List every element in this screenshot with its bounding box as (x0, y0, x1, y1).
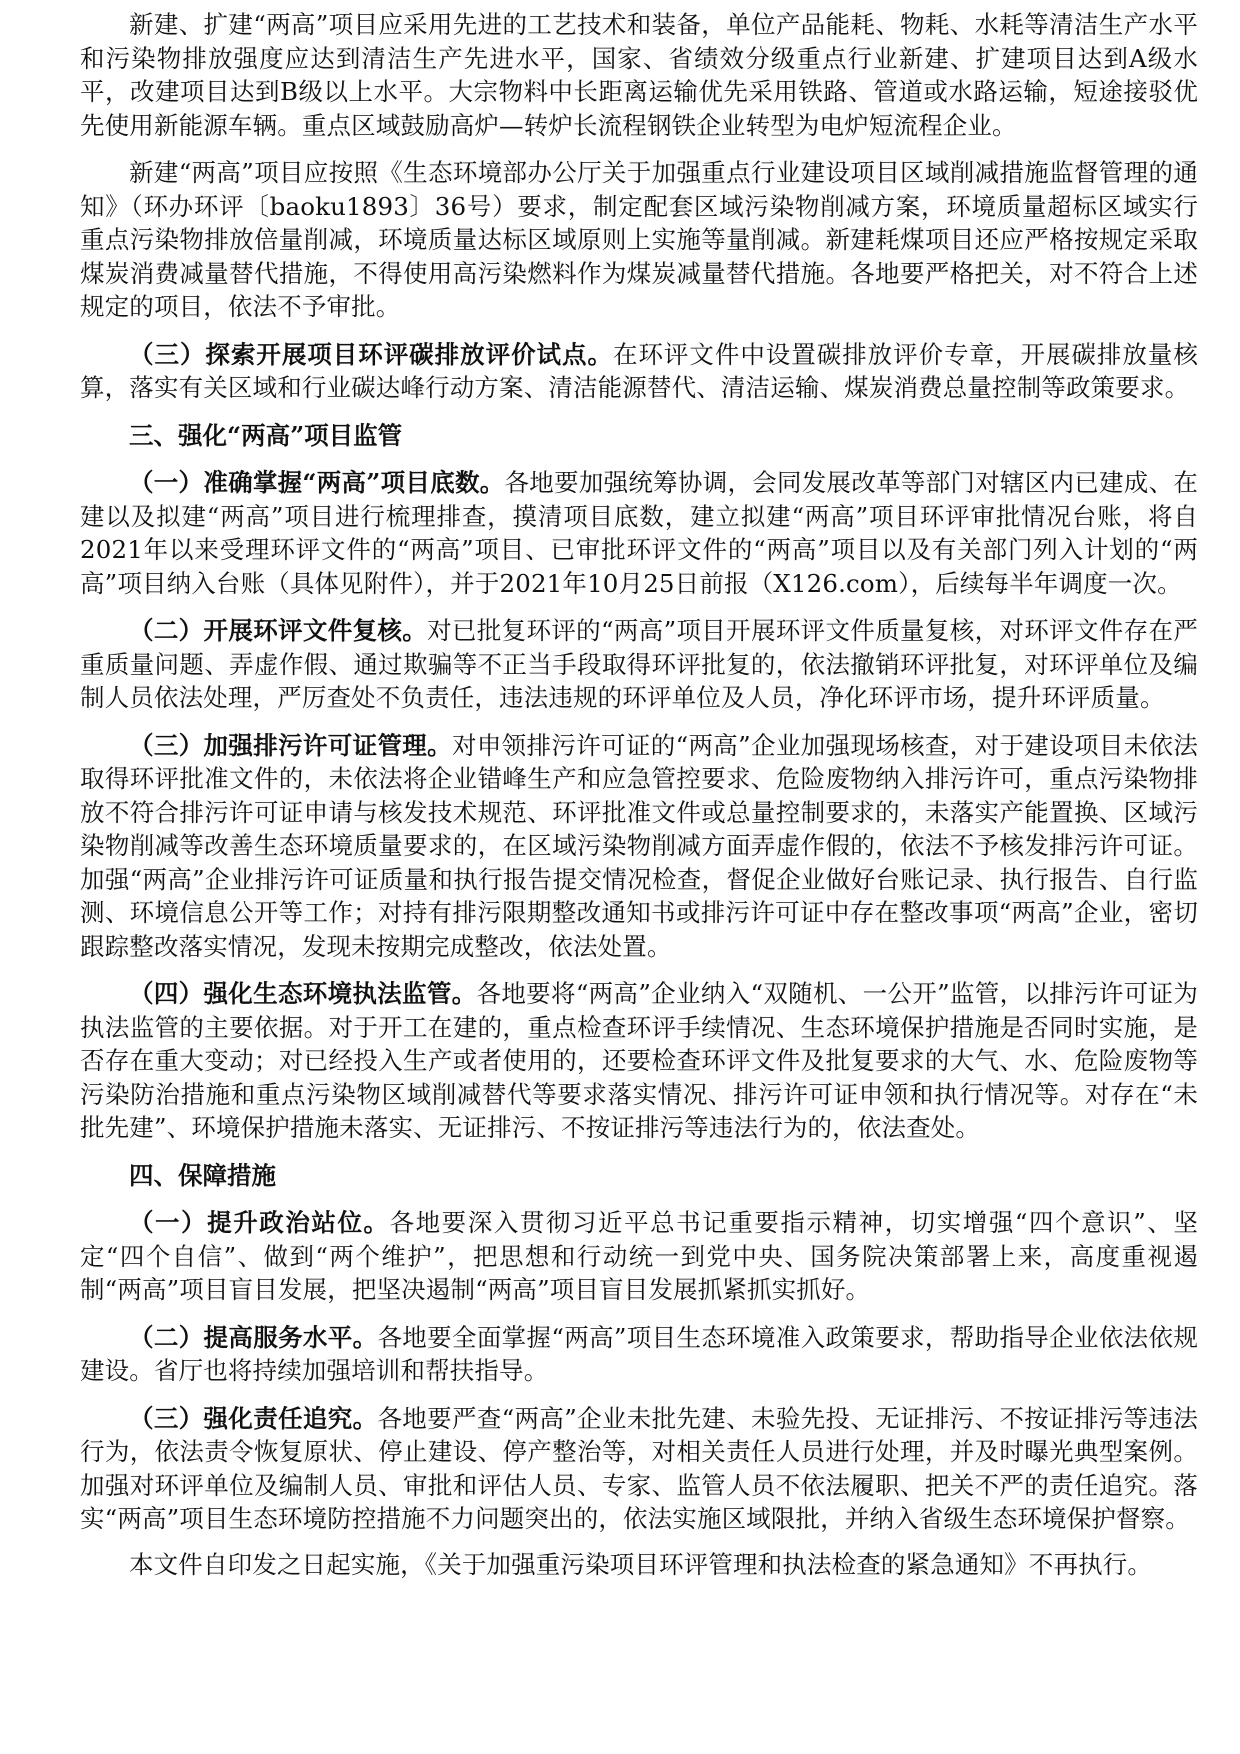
paragraph-lead: （一）准确掌握“两高”项目底数。 (129, 468, 505, 497)
paragraph-project-baseline (80, 466, 1198, 600)
paragraph-body: 各地要将“两高”企业纳入“双随机、一公开”监管，以排污许可证为执法监管的主要依据。对于开工在建的，重点检查环评手续情况、生态环境保护措施是否同时实施，是否存在重大变动；对已经投入生产或者使用的，还要检查环评文件及批复要求的大气、水、危险废物等污染防治措施和重点污染物区域削减替代等要求落实情况、排污许可证申领和执行情况等。对存在“未批先建”、环境保护措施未落实、无证排污、不按证排污等违法行为的，依法查处。 (80, 979, 1198, 1142)
paragraph-body: 对已批复环评的“两高”项目开展环评文件质量复核，对环评文件存在严重质量问题、弄虚作假、通过欺骗等不正当手段取得环评批复的，依法撤销环评批复，对环评单位及编制人员依法处理，严厉查处不负责任，违法违规的环评单位及人员，净化环评市场，提升环评质量。 (80, 616, 1198, 712)
paragraph-body: 各地要全面掌握“两高”项目生态环境准入政策要求，帮助指导企业依法依规建设。省厅也将持续加强培训和帮扶指导。 (80, 1322, 1199, 1385)
paragraph-lead: （三）强化责任追究。 (129, 1403, 378, 1433)
paragraph-service-level (80, 1321, 1198, 1388)
paragraph-lead: （二）提高服务水平。 (129, 1322, 378, 1352)
section-heading-supervision: 三、强化“两高”项目监管 (129, 420, 403, 450)
paragraph-eia-review (80, 614, 1198, 715)
paragraph-lead: （三）加强排污许可证管理。 (129, 730, 452, 760)
paragraph-carbon-assessment (80, 338, 1198, 405)
paragraph-clean-production: 新建、扩建“两高”项目应采用先进的工艺技术和装备，单位产品能耗、物耗、水耗等清洁生产水平和污染物排放强度应达到清洁生产先进水平，国家、省绩效分级重点行业新建、扩建项目达到A级水平，改建项目达到B级以上水平。大宗物料中长距离运输优先采用铁路、管道或水路运输，短途接驳优先使用新能源车辆。重点区域鼓励高炉—转炉长流程钢铁企业转型为电炉短流程企业。 (80, 10, 1198, 140)
paragraph-accountability (80, 1402, 1198, 1536)
paragraph-body: 在环评文件中设置碳排放评价专章，开展碳排放量核算，落实有关区域和行业碳达峰行动方案、清洁能源替代、清洁运输、煤炭消费总量控制等政策要求。 (80, 339, 1198, 402)
paragraph-body: 各地要严查“两高”企业未批先建、未验先投、无证排污、不按证排污等违法行为，依法责令恢复原状、停止建设、停产整治等，对相关责任人员进行处理，并及时曝光典型案例。加强对环评单位及编制人员、审批和评估人员、专家、监管人员不依法履职、把关不严的责任追究。落实“两高”项目生态环境防控措施不力问题突出的，依法实施区域限批，并纳入省级生态环境保护督察。 (80, 1403, 1199, 1533)
document-page (80, 8, 1198, 1581)
paragraph-lead: （四）强化生态环境执法监管。 (129, 979, 477, 1008)
paragraph-political-stance (80, 1206, 1198, 1307)
paragraph-lead: （三）探索开展项目环评碳排放评价试点。 (129, 339, 613, 369)
paragraph-regional-reduction: 新建“两高”项目应按照《生态环境部办公厅关于加强重点行业建设项目区域削减措施监督管理的通知》（环办环评〔baoku1893〕36号）要求，制定配套区域污染物削减方案，环境质量超标区域实行重点污染物排放倍量削减，环境质量达标区域原则上实施等量削减。新建耗煤项目还应严格按规定采取煤炭消费减量替代措施，不得使用高污染燃料作为煤炭减量替代措施。各地要严格把关，对不符合上述规定的项目，依法不予审批。 (80, 158, 1198, 321)
paragraph-effective-date: 本文件自印发之日起实施，《关于加强重污染项目环评管理和执法检查的紧急通知》不再执行。 (129, 1549, 1153, 1579)
section-heading-safeguards: 四、保障措施 (129, 1160, 276, 1190)
paragraph-lead: （一）提升政治站位。 (129, 1208, 390, 1237)
paragraph-permit-management (80, 729, 1198, 964)
paragraph-body: 对申领排污许可证的“两高”企业加强现场核查，对于建设项目未依法取得环评批准文件的，未依法将企业错峰生产和应急管控要求、危险废物纳入排污许可，重点污染物排放不符合排污许可证申请与核发技术规范、环评批准文件或总量控制要求的，未落实产能置换、区域污染物削减等改善生态环境质量要求的，在区域污染物削减方面弄虚作假的，依法不予核发排污许可证。加强“两高”企业排污许可证质量和执行报告提交情况检查，督促企业做好台账记录、执行报告、自行监测、环境信息公开等工作；对持有排污限期整改通知书或排污许可证中存在整改事项“两高”企业，密切跟踪整改落实情况，发现未按期完成整改，依法处置。 (80, 730, 1199, 961)
paragraph-body: 各地要加强统筹协调，会同发展改革等部门对辖区内已建成、在建以及拟建“两高”项目进行梳理排查，摸清项目底数，建立拟建“两高”项目环评审批情况台账，将自2021年以来受理环评文件的“两高”项目、已审批环评文件的“两高”项目以及有关部门列入计划的“两高”项目纳入台账（具体见附件），并于2021年10月25日前报（X126.com），后续每半年调度一次。 (80, 468, 1198, 598)
paragraph-body: 各地要深入贯彻习近平总书记重要指示精神，切实增强“四个意识”、坚定“四个自信”、做到“两个维护”，把思想和行动统一到党中央、国务院决策部署上来，高度重视遏制“两高”项目盲目发展，把坚决遏制“两高”项目盲目发展抓紧抓实抓好。 (80, 1208, 1198, 1304)
paragraph-lead: （二）开展环评文件复核。 (129, 616, 428, 645)
paragraph-enforcement (80, 977, 1198, 1145)
